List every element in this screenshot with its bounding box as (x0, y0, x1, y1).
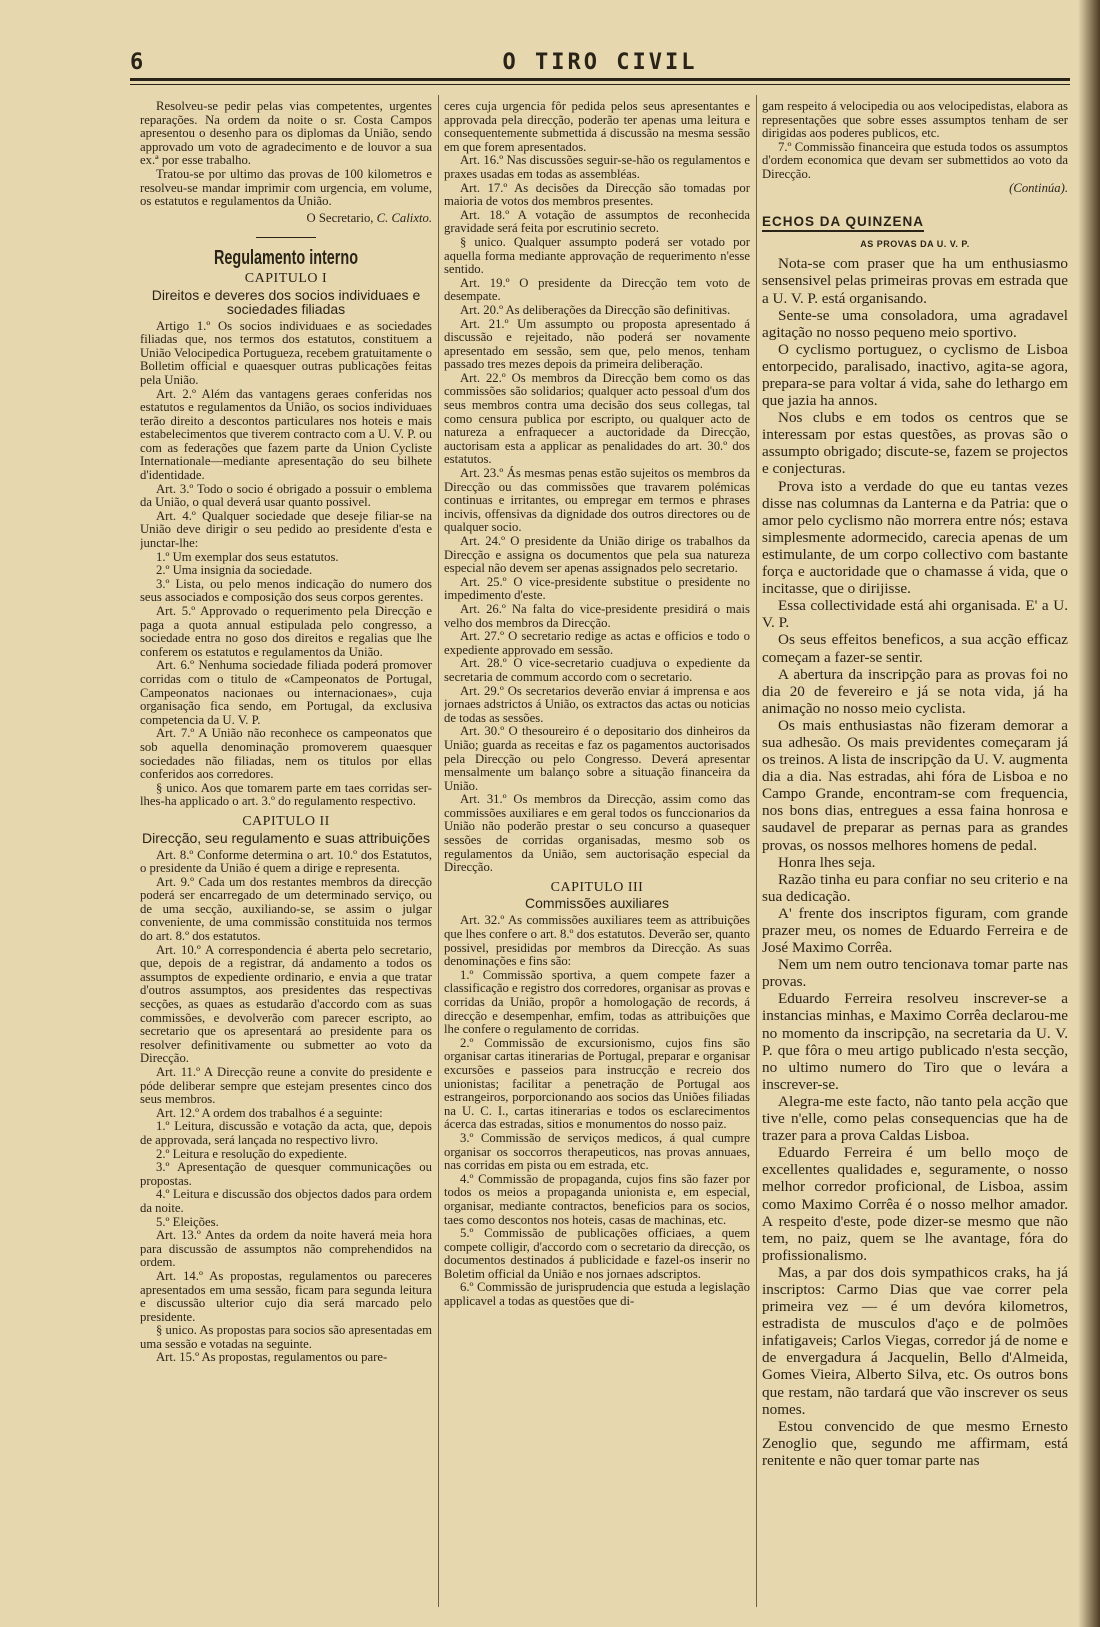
article-paragraph: Art. 6.º Nenhuma sociedade filiada poderá promover corridas com o titulo de «Campeonatos de Portugal, Campeonatos nacionaes ou internacionaes», cuja organisação fica sendo, em Portugal, da exclusiva competencia da U. V. P. (140, 658, 432, 727)
paragraph: Estou convencido de que mesmo Ernesto Zenoglio que, segundo me affirmam, está renitente e não quer tomar parte nas (762, 1417, 1068, 1469)
article-paragraph: 2.º Leitura e resolução do expediente. (156, 1146, 347, 1161)
paragraph: Razão tinha eu para confiar no seu criterio e na sua dedicação. (762, 870, 1068, 905)
article-paragraph: 3.º Apresentação de quesquer communicações ou propostas. (140, 1160, 432, 1188)
article-paragraph: gam respeito á velocipedia ou aos velocipedistas, elabora as representações que sobre esses assumptos tenham de ser dirigidas aos poderes publicos, etc. (762, 100, 1068, 141)
article-paragraph: Artigo 1.º Os socios individuaes e as sociedades filiadas que, nos termos dos estatutos, constituem a União Velocipedica Portugueza, recebem gratuitamente o Bolletim official e quaesquer outras publicações feitas pela União. (140, 318, 432, 387)
paragraph: A abertura da inscripção para as provas foi no dia 20 de fevereiro e já se nota vida, já ha animação no nosso meio cyclista. (762, 665, 1068, 717)
article-headline: Regulamento interno (213, 247, 358, 270)
article-paragraph: Art. 32.º As commissões auxiliares teem as attribuições que lhes confere o art. 8.º dos estatutos. Deverão ser, quanto possivel, presididas por membros da Direcção. As suas denominações e fins são: (444, 913, 750, 969)
article-paragraph: Art. 4.º Qualquer sociedade que deseje filiar-se na União deve dirigir o seu pedido ao presidente d'esta e junctar-lhe: (140, 508, 432, 551)
article-paragraph: Art. 5.º Approvado o requerimento pela Direcção e paga a quota annual estipulada pelo congresso, a sociedade entra no goso dos direitos e regalias que lhe conferem os estatutos e regulamentos da União. (140, 604, 432, 659)
paragraph: Nota-se com praser que ha um enthusiasmo sensensivel pelas primeiras provas em estrada que a U. V. P. está organisando. (762, 255, 1068, 307)
article-paragraph: Art. 29.º Os secretarios deverão enviar á imprensa e aos jornaes adstrictos á União, os extractos das actas ou noticias de todas as sessões. (444, 683, 750, 725)
article-paragraph: Art. 22.º Os membros da Direcção bem como os das commissões são solidarios; qualquer acto pessoal d'um dos seus membros contra uma decisão dos seus collegas, tal como censura publica por escripto, ou qualquer acto de natureza a enfraquecer a auctoridade da Direcção, auctorisam esta a applicar as penalidades do art. 30.º dos estatutos. (444, 370, 750, 467)
column-1 (140, 100, 432, 1607)
article-paragraph: 6.º Commissão de jurisprudencia que estuda a legislação applicavel a todas as questões que di- (444, 1280, 750, 1309)
paragraph: Eduardo Ferreira é um bello moço de excellentes qualidades e, seguramente, o nosso melhor corredor proficional, de Lisboa, assim como Maximo Corrêa é o nosso melhor amador. A respeito d'este, pode dizer-se mesmo que não tem, no paiz, quem se lhe avantage, fóra do profissionalismo. (762, 1144, 1068, 1264)
article-paragraph: 4.º Commissão de propaganda, cujos fins são fazer por todos os meios a propaganda unionista e, em especial, organisar, mediante contractos, beneficios para os socios, taes como descontos nos hoteis, casas de machinas, etc. (444, 1171, 750, 1227)
article-paragraph: Art. 13.º Antes da ordem da noite haverá meia hora para discussão de assumptos não comprehendidos na ordem. (140, 1228, 432, 1270)
article-paragraph: Art. 24.º O presidente da União dirige os trabalhos da Direcção e assigna os documentos que pela sua natureza especial não devem ser apenas assignados pelo secretario. (444, 534, 750, 576)
article-paragraph: 5.º Eleições. (156, 1214, 219, 1229)
chapter-heading: CAPITULO II (242, 813, 330, 829)
paragraph: Tratou-se por ultimo das provas de 100 kilometros e resolveu-se mandar imprimir com urgencia, em volume, os estatutos e regulamentos da União. (140, 166, 432, 209)
article-paragraph: ceres cuja urgencia fôr pedida pelos seus apresentantes e approvada pela direcção, poderão ter apenas uma leitura e consequentemente submettida á discussão na mesma sessão em que forem apresentados. (444, 100, 750, 154)
column-divider (756, 95, 757, 1607)
signature-name: C. Calixto. (376, 210, 432, 225)
article-paragraph: § unico. Aos que tomarem parte em taes corridas ser-lhes-ha applicado o art. 3.º do regulamento respectivo. (140, 780, 432, 809)
article-paragraph: Art. 3.º Todo o socio é obrigado a possuir o emblema da União, o qual deverá usar quanto possivel. (140, 481, 432, 510)
article-paragraph: Art. 16.º Nas discussões seguir-se-hão os regulamentos e praxes usadas em todas as assembléas. (444, 153, 750, 181)
article-paragraph: Art. 30.º O thesoureiro é o depositario dos dinheiros da União; guarda as receitas e faz os pagamentos auctorisados pela Direcção ou pelo Congresso. Deverá apresentar mensalmente um balanço sobre a situação financeira da União. (444, 724, 750, 793)
divider (256, 237, 316, 238)
article-paragraph: Art. 10.º A correspondencia é aberta pelo secretario, que, depois de a registrar, dá andamento a todos os assumptos de expediente ordinario, e envia a que tratar d'outros assumptos, aos presidentes das respectivas secções, as quaes as estudarão d'accordo com as suas commissões, e devolverão com parecer escripto, ao secretario que os apresentará ao presidente para os resolver definitivamente ou submetter ao voto da Direcção. (140, 942, 432, 1066)
section-title: ECHOS DA QUINZENA (762, 215, 924, 232)
article-paragraph: Art. 28.º O vice-secretario cuadjuva o expediente da secretaria de commum accordo com o secretario. (444, 656, 750, 684)
article-paragraph: § unico. Qualquer assumpto poderá ser votado por aquella forma mediante approvação de requerimento n'esse sentido. (444, 234, 750, 277)
column-divider (438, 95, 439, 1607)
article-paragraph: 5.º Commissão de publicações officiaes, a quem compete colligir, d'accordo com o secretario da direcção, os documentos destinados á publicidade e fazel-os inserir no Boletim official da União e nos jornaes adscriptos. (444, 1226, 750, 1281)
chapter-title: Direcção, seu regulamento e suas attribuições (142, 829, 430, 846)
article-paragraph: 3.º Commissão de serviços medicos, á qual cumpre organisar os soccorros therapeuticos, nas provas annuaes, nas corridas em pista ou em estrada, etc. (444, 1130, 750, 1173)
article-paragraph: Art. 26.º Na falta do vice-presidente presidirá o mais velho dos membros da Direcção. (444, 601, 750, 630)
journal-title: O TIRO CIVIL (502, 50, 698, 75)
article-paragraph: 1.º Commissão sportiva, a quem compete fazer a classificação e registro dos corredores, organisar as provas e corridas da União, propôr a homologação de records, á direcção e desempenhar, emfim, todas as attribuições que lhe confere o regulamento de corridas. (444, 967, 750, 1037)
paragraph: Resolveu-se pedir pelas vias competentes, urgentes reparações. Na ordem da noite o sr. Costa Campos apresentou o desenho para os diplomas da União, sendo approvado um voto de agradecimento e de louvor a sua ex.ª por esse trabalho. (140, 100, 432, 168)
article-paragraph: Art. 2.º Além das vantagens geraes conferidas nos estatutos e regulamentos da União, os socios individuaes terão direito a descontos particulares nos hoteis e mais estabelecimentos que tiverem contracto com a U. V. P. ou com as federações que fazem parte da Union Cycliste Internationale—mediante apresentação do seu bilhete d'identidade. (140, 386, 432, 483)
article-paragraph: Art. 11.º A Direcção reune a convite do presidente e póde deliberar sempre que estejam presentes cinco dos seus membros. (140, 1065, 432, 1107)
article-paragraph: Art. 15.º As propostas, regulamentos ou pare- (156, 1350, 388, 1365)
paragraph: Alegra-me este facto, não tanto pela acção que tive n'elle, como pelas consequencias que ha de trazer para a prova Caldas Lisboa. (762, 1092, 1068, 1145)
article-paragraph: 1.º Leitura, discussão e votação da acta, que, depois de approvada, será lançada no respectivo livro. (140, 1119, 432, 1147)
header-rule-thin (130, 84, 1070, 85)
article-paragraph: Art. 14.º As propostas, regulamentos ou pareceres apresentados em uma sessão, ficam para segunda leitura e discussão ulterior cujo dia será marcado pelo presidente. (140, 1268, 432, 1324)
chapter-heading: CAPITULO I (244, 270, 328, 286)
article-paragraph: 2.º Commissão de excursionismo, cujos fins são organisar cartas itinerarias de Portugal, preparar e organisar excursões e passeios para instrucção e recreio dos unionistas; facilitar a penetração de Portugal aos estrangeiros, porporcionando aos socios das Uniões filiadas na U. C. I., cartas itinerarias e todos os esclarecimentos ácerca das estradas, sitios e monumentos do nosso paiz. (444, 1035, 750, 1132)
article-paragraph: 4.º Leitura e discussão dos objectos dados para ordem da noite. (140, 1187, 432, 1215)
article-paragraph: Art. 25.º O vice-presidente substitue o presidente no impedimento d'este. (444, 574, 750, 603)
paragraph: Essa collectividade está ahi organisada. E' a U. V. P. (762, 597, 1068, 632)
paragraph: Os mais enthusiastas não fizeram demorar a sua adhesão. Os mais previdentes começaram já os treinos. A lista de inscripção da U. V. augmenta dia a dia. Nas estradas, ahi fóra de Lisboa e no Campo Grande, encontram-se com frequencia, nos bons dias, entregues a essa faina honrosa e saudavel de preparar as pernas para as grandes provas, os nossos melhores homens de pedal. (762, 716, 1068, 854)
paragraph: Honra lhes seja. (778, 853, 876, 871)
page-edge (1078, 0, 1100, 1627)
paragraph: Prova isto a verdade do que eu tantas vezes disse nas columnas da Lanterna e da Patria: que o amor pelo cyclismo não morrera entre nós; estava simplesmente adormecido, carecia apenas de um estimulante, de um corpo collectivo com bastante força e auctoridade que o chamasse á vida, que o incitasse, que o dirijisse. (762, 477, 1068, 598)
chapter-heading: CAPITULO III (550, 879, 644, 895)
article-paragraph: Art. 23.º Ás mesmas penas estão sujeitos os membros da Direcção ou das commissões que travarem polémicas continuas e irritantes, ou empregar em termos e phrases incivis, offensivas da dignidade dos outros directores ou de qualquer socio. (444, 466, 750, 535)
article-paragraph: Art. 9.º Cada um dos restantes membros da direcção poderá ser encarregado de um determinado serviço, ou de uma secção, auxiliando-se, se assim o julgar conveniente, de uma commissão constituida nos termos do art. 8.º dos estatutos. (140, 874, 432, 944)
column-2 (444, 100, 750, 1607)
paragraph: O cyclismo portuguez, o cyclismo de Lisboa entorpecido, paralisado, inactivo, agita-se agora, prepara-se para voltar á vida, sahe do lethargo em que jazia ha annos. (762, 340, 1068, 410)
section-subtitle: AS PROVAS DA U. V. P. (860, 238, 970, 249)
article-paragraph: Art. 17.º As decisões da Direcção são tomadas por maioria de votos dos membros presentes. (444, 180, 750, 209)
paragraph: Mas, a par dos dois sympathicos craks, ha já inscriptos: Carmo Dias que vae correr pela primeira vez — é um devóra kilometros, estradista de musculos d'aço e de polmões infatigaveis; Carlos Viegas, corredor já de nome e de envergadura á Jacquelin, Bello d'Almeida, Gomes Vieira, Alberto Silva, etc. Os outros bons que restam, não tardará que vão inscrever os seus nomes. (762, 1263, 1068, 1418)
paragraph: A' frente dos inscriptos figuram, com grande prazer meu, os nomes de Eduardo Ferreira e de José Maximo Corrêa. (762, 904, 1068, 957)
chapter-title: Direitos e deveres dos socios individuaes e sociedades filiadas (151, 286, 421, 317)
article-paragraph: Art. 31.º Os membros da Direcção, assim como das commissões auxiliares e em geral todos os funccionarios da União não poderão prestar o seu concurso a quasequer sessões de corridas organisadas, mesmo sob os regulamentos da União, sem auctorisação especial da Direcção. (444, 792, 750, 875)
chapter-title: Commissões auxiliares (525, 895, 669, 912)
column-3 (762, 100, 1068, 1607)
article-paragraph: Art. 19.º O presidente da Direcção tem voto de desempate. (444, 275, 750, 304)
article-paragraph: Art. 27.º O secretario redige as actas e officios e todo o expediente approvado em sessão. (444, 629, 750, 657)
article-paragraph: Art. 8.º Conforme determina o art. 10.º dos Estatutos, o presidente da União é quem a dirige e representa. (140, 847, 432, 876)
page-number: 6 (130, 50, 144, 75)
continued-note: (Continúa). (1009, 180, 1068, 195)
article-paragraph: 7.º Commissão financeira que estuda todos os assumptos d'ordem economica que devam ser submettidos ao voto da Direcção. (762, 139, 1068, 181)
article-paragraph: § unico. As propostas para socios são apresentadas em uma sessão e votadas na seguinte. (140, 1323, 432, 1351)
section-body (762, 255, 1068, 1469)
article-paragraph: Art. 7.º A União não reconhece os campeonatos que sob aquella denominação promoverem quaesquer sociedades não filiadas, nem os titulos por ellas conferidos aos corredores. (140, 726, 432, 782)
header-rule (130, 78, 1070, 81)
page-header (130, 50, 1070, 80)
article-paragraph: Art. 21.º Um assumpto ou proposta apresentado á discussão e rejeitado, não poderá ser novamente apresentado em sessão, sem que, pelo menos, tenham passado tres mezes depois da primeira deliberação. (444, 316, 750, 372)
paragraph: Eduardo Ferreira resolveu inscrever-se a instancias minhas, e Maximo Corrêa declarou-me no momento da inscripção, na secretaria da U. V. P. que fôra o meu artigo publicado n'esta secção, no ultimo numero do Tiro que o levára a inscrever-se. (762, 990, 1068, 1093)
signature-label: O Secretario, (306, 210, 374, 225)
article-paragraph: 2.º Uma insignia da sociedade. (156, 563, 313, 578)
signature (140, 212, 432, 226)
paragraph: Os seus effeitos beneficos, a sua acção efficaz começam a fazer-se sentir. (762, 631, 1068, 666)
article-paragraph: Art. 20.º As deliberações da Direcção são definitivas. (460, 302, 731, 317)
article-paragraph: Art. 18.º A votação de assumptos de reconhecida gravidade será feita por escrutinio secreto. (444, 207, 750, 236)
article-paragraph: Art. 12.º A ordem dos trabalhos é a seguinte: (156, 1105, 383, 1120)
article-paragraph: 3.º Lista, ou pelo menos indicação do numero dos seus associados e composição dos seus corpos gerentes. (140, 576, 432, 605)
paragraph: Nem um nem outro tencionava tomar parte nas provas. (762, 956, 1068, 991)
article-paragraph: 1.º Um exemplar dos seus estatutos. (156, 549, 339, 564)
paragraph: Nos clubs e em todos os centros que se interessam por estas questões, as provas são o assumpto obrigado; discute-se, fazem se projectos e conjecturas. (762, 409, 1068, 478)
paragraph: Sente-se uma consoladora, uma agradavel agitação no nosso pequeno meio sportivo. (762, 306, 1068, 341)
